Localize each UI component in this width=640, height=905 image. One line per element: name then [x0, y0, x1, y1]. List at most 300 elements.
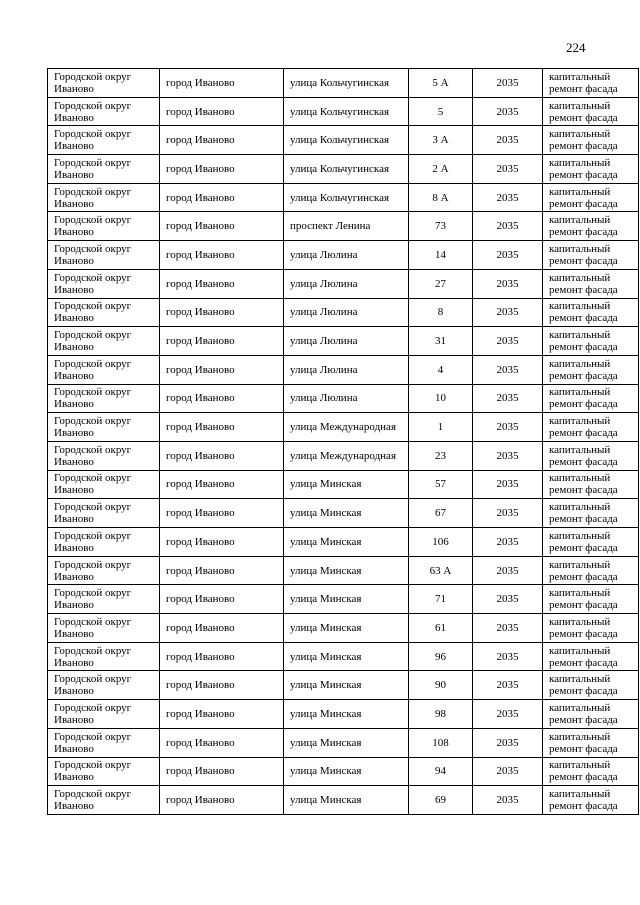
house-number-cell-text: 73 [435, 220, 446, 233]
settlement-cell-text: город Иваново [166, 621, 235, 634]
street-cell-text: улица Минская [290, 535, 362, 548]
year-cell [473, 241, 543, 270]
settlement-cell [160, 757, 284, 786]
municipality-cell-text: Городской округ Иваново [54, 558, 132, 583]
settlement-cell [160, 728, 284, 757]
municipality-cell-text: Городской округ Иваново [54, 673, 132, 698]
settlement-cell-text: город Иваново [166, 449, 235, 462]
street-cell-text: улица Люлина [290, 248, 358, 261]
municipality-cell [48, 585, 160, 614]
municipality-cell [48, 384, 160, 413]
municipality-cell-text: Городской округ Иваново [54, 501, 132, 526]
street-cell-text: улица Минская [290, 564, 362, 577]
municipality-cell-text: Городской округ Иваново [54, 329, 132, 354]
year-cell-text: 2035 [496, 421, 519, 434]
street-cell-text: улица Кольчугинская [290, 76, 390, 89]
municipality-cell-text: Городской округ Иваново [54, 70, 132, 95]
work-type-cell-text: капитальный ремонт фасада [549, 357, 618, 382]
house-number-cell [409, 757, 473, 786]
street-cell-text: улица Минская [290, 621, 362, 634]
work-type-cell-text: капитальный ремонт фасада [549, 501, 618, 526]
municipality-cell-text: Городской округ Иваново [54, 271, 132, 296]
house-number-cell [409, 355, 473, 384]
house-number-cell [409, 384, 473, 413]
house-number-cell-text: 1 [437, 421, 444, 434]
table-row [48, 355, 639, 384]
settlement-cell-text: город Иваново [166, 105, 235, 118]
work-type-cell [543, 499, 639, 528]
work-type-cell [543, 441, 639, 470]
street-cell [284, 441, 409, 470]
work-type-cell-text: капитальный ремонт фасада [549, 730, 618, 755]
settlement-cell-text: город Иваново [166, 363, 235, 376]
municipality-cell-text: Городской округ Иваново [54, 472, 132, 497]
municipality-cell [48, 69, 160, 98]
settlement-cell [160, 269, 284, 298]
settlement-cell [160, 155, 284, 184]
municipality-cell-text: Городской округ Иваново [54, 386, 132, 411]
year-cell-text: 2035 [496, 277, 519, 290]
street-cell-text: улица Минская [290, 707, 362, 720]
street-cell-text: улица Минская [290, 650, 362, 663]
table-row [48, 585, 639, 614]
settlement-cell [160, 355, 284, 384]
house-number-cell-text: 31 [435, 335, 446, 348]
settlement-cell [160, 97, 284, 126]
street-cell [284, 614, 409, 643]
street-cell-text: улица Минская [290, 679, 362, 692]
settlement-cell [160, 241, 284, 270]
year-cell [473, 700, 543, 729]
house-number-cell [409, 126, 473, 155]
table-row [48, 441, 639, 470]
work-type-cell-text: капитальный ремонт фасада [549, 128, 618, 153]
settlement-cell-text: город Иваново [166, 76, 235, 89]
work-type-cell [543, 470, 639, 499]
table-row [48, 528, 639, 557]
street-cell-text: улица Люлина [290, 277, 358, 290]
street-cell-text: улица Люлина [290, 335, 358, 348]
year-cell-text: 2035 [496, 765, 519, 778]
settlement-cell [160, 700, 284, 729]
work-type-cell-text: капитальный ремонт фасада [549, 759, 618, 784]
municipality-cell [48, 241, 160, 270]
year-cell [473, 183, 543, 212]
registry-table [47, 68, 639, 815]
municipality-cell [48, 757, 160, 786]
settlement-cell [160, 126, 284, 155]
work-type-cell-text: капитальный ремонт фасада [549, 443, 618, 468]
settlement-cell-text: город Иваново [166, 765, 235, 778]
settlement-cell [160, 384, 284, 413]
house-number-cell-text: 98 [435, 707, 446, 720]
year-cell [473, 126, 543, 155]
settlement-cell [160, 413, 284, 442]
house-number-cell [409, 470, 473, 499]
house-number-cell [409, 585, 473, 614]
work-type-cell-text: капитальный ремонт фасада [549, 788, 618, 813]
settlement-cell [160, 183, 284, 212]
year-cell-text: 2035 [496, 162, 519, 175]
year-cell [473, 499, 543, 528]
municipality-cell-text: Городской округ Иваново [54, 529, 132, 554]
table-row [48, 786, 639, 815]
table-row [48, 499, 639, 528]
table-row [48, 97, 639, 126]
work-type-cell [543, 757, 639, 786]
street-cell [284, 355, 409, 384]
street-cell [284, 470, 409, 499]
street-cell [284, 728, 409, 757]
work-type-cell [543, 413, 639, 442]
work-type-cell [543, 126, 639, 155]
table-row [48, 642, 639, 671]
municipality-cell-text: Городской округ Иваново [54, 788, 132, 813]
municipality-cell-text: Городской округ Иваново [54, 214, 132, 239]
settlement-cell-text: город Иваново [166, 306, 235, 319]
year-cell-text: 2035 [496, 76, 519, 89]
municipality-cell [48, 441, 160, 470]
page-number: 224 [566, 40, 586, 55]
year-cell-text: 2035 [496, 335, 519, 348]
settlement-cell [160, 528, 284, 557]
street-cell-text: улица Минская [290, 765, 362, 778]
house-number-cell [409, 499, 473, 528]
settlement-cell-text: город Иваново [166, 593, 235, 606]
street-cell [284, 528, 409, 557]
house-number-cell [409, 556, 473, 585]
year-cell [473, 69, 543, 98]
work-type-cell [543, 671, 639, 700]
house-number-cell [409, 614, 473, 643]
settlement-cell-text: город Иваново [166, 507, 235, 520]
municipality-cell [48, 413, 160, 442]
year-cell [473, 327, 543, 356]
house-number-cell [409, 671, 473, 700]
municipality-cell [48, 556, 160, 585]
settlement-cell [160, 499, 284, 528]
street-cell [284, 241, 409, 270]
table-row [48, 700, 639, 729]
table-row [48, 69, 639, 98]
work-type-cell [543, 269, 639, 298]
house-number-cell-text: 61 [435, 621, 446, 634]
municipality-cell-text: Городской округ Иваново [54, 156, 132, 181]
house-number-cell [409, 528, 473, 557]
work-type-cell [543, 69, 639, 98]
municipality-cell-text: Городской округ Иваново [54, 701, 132, 726]
work-type-cell-text: капитальный ремонт фасада [549, 386, 618, 411]
settlement-cell-text: город Иваново [166, 220, 235, 233]
year-cell [473, 298, 543, 327]
table-row [48, 183, 639, 212]
work-type-cell [543, 585, 639, 614]
year-cell [473, 441, 543, 470]
year-cell [473, 728, 543, 757]
municipality-cell [48, 97, 160, 126]
house-number-cell [409, 183, 473, 212]
street-cell [284, 126, 409, 155]
street-cell [284, 183, 409, 212]
street-cell [284, 700, 409, 729]
municipality-cell-text: Городской округ Иваново [54, 415, 132, 440]
table-row [48, 212, 639, 241]
year-cell [473, 556, 543, 585]
street-cell-text: улица Минская [290, 593, 362, 606]
year-cell-text: 2035 [496, 306, 519, 319]
municipality-cell-text: Городской округ Иваново [54, 587, 132, 612]
settlement-cell [160, 327, 284, 356]
municipality-cell-text: Городской округ Иваново [54, 300, 132, 325]
settlement-cell-text: город Иваново [166, 335, 235, 348]
table-row [48, 556, 639, 585]
work-type-cell-text: капитальный ремонт фасада [549, 587, 618, 612]
work-type-cell [543, 212, 639, 241]
house-number-cell-text: 106 [432, 535, 449, 548]
street-cell-text: улица Кольчугинская [290, 134, 390, 147]
work-type-cell-text: капитальный ремонт фасада [549, 644, 618, 669]
work-type-cell-text: капитальный ремонт фасада [549, 615, 618, 640]
table-row [48, 269, 639, 298]
work-type-cell-text: капитальный ремонт фасада [549, 214, 618, 239]
municipality-cell-text: Городской округ Иваново [54, 615, 132, 640]
house-number-cell-text: 5 А [432, 76, 449, 89]
settlement-cell [160, 786, 284, 815]
settlement-cell [160, 298, 284, 327]
street-cell [284, 298, 409, 327]
year-cell-text: 2035 [496, 707, 519, 720]
settlement-cell-text: город Иваново [166, 794, 235, 807]
municipality-cell-text: Городской округ Иваново [54, 99, 132, 124]
municipality-cell [48, 499, 160, 528]
year-cell-text: 2035 [496, 507, 519, 520]
municipality-cell [48, 355, 160, 384]
settlement-cell-text: город Иваново [166, 650, 235, 663]
house-number-cell-text: 5 [437, 105, 444, 118]
table-row [48, 327, 639, 356]
house-number-cell-text: 23 [435, 449, 446, 462]
settlement-cell-text: город Иваново [166, 679, 235, 692]
year-cell [473, 355, 543, 384]
house-number-cell-text: 4 [437, 363, 444, 376]
settlement-cell-text: город Иваново [166, 191, 235, 204]
work-type-cell-text: капитальный ремонт фасада [549, 558, 618, 583]
house-number-cell-text: 63 А [429, 564, 452, 577]
work-type-cell-text: капитальный ремонт фасада [549, 156, 618, 181]
house-number-cell [409, 212, 473, 241]
work-type-cell-text: капитальный ремонт фасада [549, 300, 618, 325]
year-cell-text: 2035 [496, 392, 519, 405]
street-cell [284, 671, 409, 700]
year-cell [473, 614, 543, 643]
municipality-cell-text: Городской округ Иваново [54, 730, 132, 755]
work-type-cell-text: капитальный ремонт фасада [549, 472, 618, 497]
work-type-cell-text: капитальный ремонт фасада [549, 99, 618, 124]
house-number-cell-text: 3 А [432, 134, 449, 147]
table-row [48, 413, 639, 442]
municipality-cell-text: Городской округ Иваново [54, 357, 132, 382]
municipality-cell-text: Городской округ Иваново [54, 759, 132, 784]
municipality-cell [48, 671, 160, 700]
work-type-cell [543, 97, 639, 126]
municipality-cell [48, 528, 160, 557]
year-cell-text: 2035 [496, 220, 519, 233]
house-number-cell [409, 69, 473, 98]
house-number-cell-text: 108 [432, 736, 449, 749]
year-cell [473, 528, 543, 557]
year-cell-text: 2035 [496, 593, 519, 606]
street-cell-text: улица Минская [290, 478, 362, 491]
year-cell-text: 2035 [496, 736, 519, 749]
settlement-cell [160, 69, 284, 98]
street-cell [284, 585, 409, 614]
settlement-cell-text: город Иваново [166, 736, 235, 749]
house-number-cell [409, 97, 473, 126]
settlement-cell-text: город Иваново [166, 162, 235, 175]
municipality-cell [48, 212, 160, 241]
street-cell [284, 786, 409, 815]
year-cell-text: 2035 [496, 564, 519, 577]
work-type-cell [543, 355, 639, 384]
house-number-cell-text: 8 [437, 306, 444, 319]
municipality-cell [48, 327, 160, 356]
work-type-cell [543, 700, 639, 729]
year-cell-text: 2035 [496, 478, 519, 491]
year-cell-text: 2035 [496, 650, 519, 663]
house-number-cell [409, 786, 473, 815]
year-cell [473, 97, 543, 126]
settlement-cell [160, 642, 284, 671]
municipality-cell-text: Городской округ Иваново [54, 644, 132, 669]
street-cell-text: улица Минская [290, 736, 362, 749]
house-number-cell-text: 2 А [432, 162, 449, 175]
year-cell [473, 757, 543, 786]
house-number-cell [409, 728, 473, 757]
work-type-cell [543, 614, 639, 643]
house-number-cell-text: 96 [435, 650, 446, 663]
municipality-cell [48, 700, 160, 729]
year-cell-text: 2035 [496, 248, 519, 261]
year-cell-text: 2035 [496, 134, 519, 147]
house-number-cell-text: 67 [435, 507, 446, 520]
settlement-cell-text: город Иваново [166, 421, 235, 434]
street-cell-text: улица Минская [290, 794, 362, 807]
street-cell-text: улица Кольчугинская [290, 105, 390, 118]
municipality-cell [48, 470, 160, 499]
work-type-cell-text: капитальный ремонт фасада [549, 185, 618, 210]
year-cell [473, 384, 543, 413]
municipality-cell-text: Городской округ Иваново [54, 128, 132, 153]
table-row [48, 384, 639, 413]
street-cell-text: улица Кольчугинская [290, 191, 390, 204]
settlement-cell [160, 671, 284, 700]
work-type-cell [543, 298, 639, 327]
work-type-cell-text: капитальный ремонт фасада [549, 242, 618, 267]
street-cell [284, 384, 409, 413]
municipality-cell-text: Городской округ Иваново [54, 242, 132, 267]
settlement-cell-text: город Иваново [166, 134, 235, 147]
year-cell [473, 786, 543, 815]
house-number-cell-text: 8 А [432, 191, 449, 204]
street-cell [284, 413, 409, 442]
year-cell-text: 2035 [496, 621, 519, 634]
municipality-cell [48, 155, 160, 184]
work-type-cell [543, 556, 639, 585]
street-cell [284, 642, 409, 671]
house-number-cell [409, 327, 473, 356]
settlement-cell-text: город Иваново [166, 392, 235, 405]
street-cell [284, 269, 409, 298]
work-type-cell [543, 183, 639, 212]
street-cell [284, 69, 409, 98]
municipality-cell [48, 269, 160, 298]
house-number-cell [409, 700, 473, 729]
settlement-cell [160, 441, 284, 470]
house-number-cell-text: 90 [435, 679, 446, 692]
street-cell [284, 155, 409, 184]
street-cell-text: проспект Ленина [290, 220, 371, 233]
year-cell [473, 413, 543, 442]
house-number-cell-text: 57 [435, 478, 446, 491]
work-type-cell [543, 728, 639, 757]
settlement-cell [160, 614, 284, 643]
table-row [48, 155, 639, 184]
municipality-cell [48, 183, 160, 212]
municipality-cell [48, 298, 160, 327]
work-type-cell [543, 155, 639, 184]
table-row [48, 757, 639, 786]
municipality-cell [48, 126, 160, 155]
year-cell-text: 2035 [496, 794, 519, 807]
table-row [48, 298, 639, 327]
street-cell-text: улица Люлина [290, 363, 358, 376]
year-cell [473, 642, 543, 671]
street-cell-text: улица Международная [290, 421, 397, 434]
table-row [48, 728, 639, 757]
house-number-cell [409, 441, 473, 470]
house-number-cell [409, 269, 473, 298]
municipality-cell [48, 614, 160, 643]
work-type-cell-text: капитальный ремонт фасада [549, 415, 618, 440]
house-number-cell-text: 69 [435, 794, 446, 807]
house-number-cell-text: 14 [435, 248, 446, 261]
settlement-cell-text: город Иваново [166, 478, 235, 491]
year-cell-text: 2035 [496, 363, 519, 376]
work-type-cell [543, 786, 639, 815]
municipality-cell [48, 642, 160, 671]
settlement-cell [160, 470, 284, 499]
settlement-cell-text: город Иваново [166, 535, 235, 548]
year-cell [473, 470, 543, 499]
table-row [48, 241, 639, 270]
street-cell-text: улица Кольчугинская [290, 162, 390, 175]
street-cell [284, 757, 409, 786]
settlement-cell-text: город Иваново [166, 248, 235, 261]
work-type-cell-text: капитальный ремонт фасада [549, 70, 618, 95]
work-type-cell-text: капитальный ремонт фасада [549, 329, 618, 354]
year-cell-text: 2035 [496, 191, 519, 204]
house-number-cell [409, 155, 473, 184]
work-type-cell [543, 327, 639, 356]
work-type-cell [543, 528, 639, 557]
street-cell [284, 97, 409, 126]
work-type-cell [543, 241, 639, 270]
municipality-cell-text: Городской округ Иваново [54, 185, 132, 210]
street-cell [284, 499, 409, 528]
settlement-cell [160, 556, 284, 585]
street-cell [284, 212, 409, 241]
registry-table-body [48, 69, 639, 815]
